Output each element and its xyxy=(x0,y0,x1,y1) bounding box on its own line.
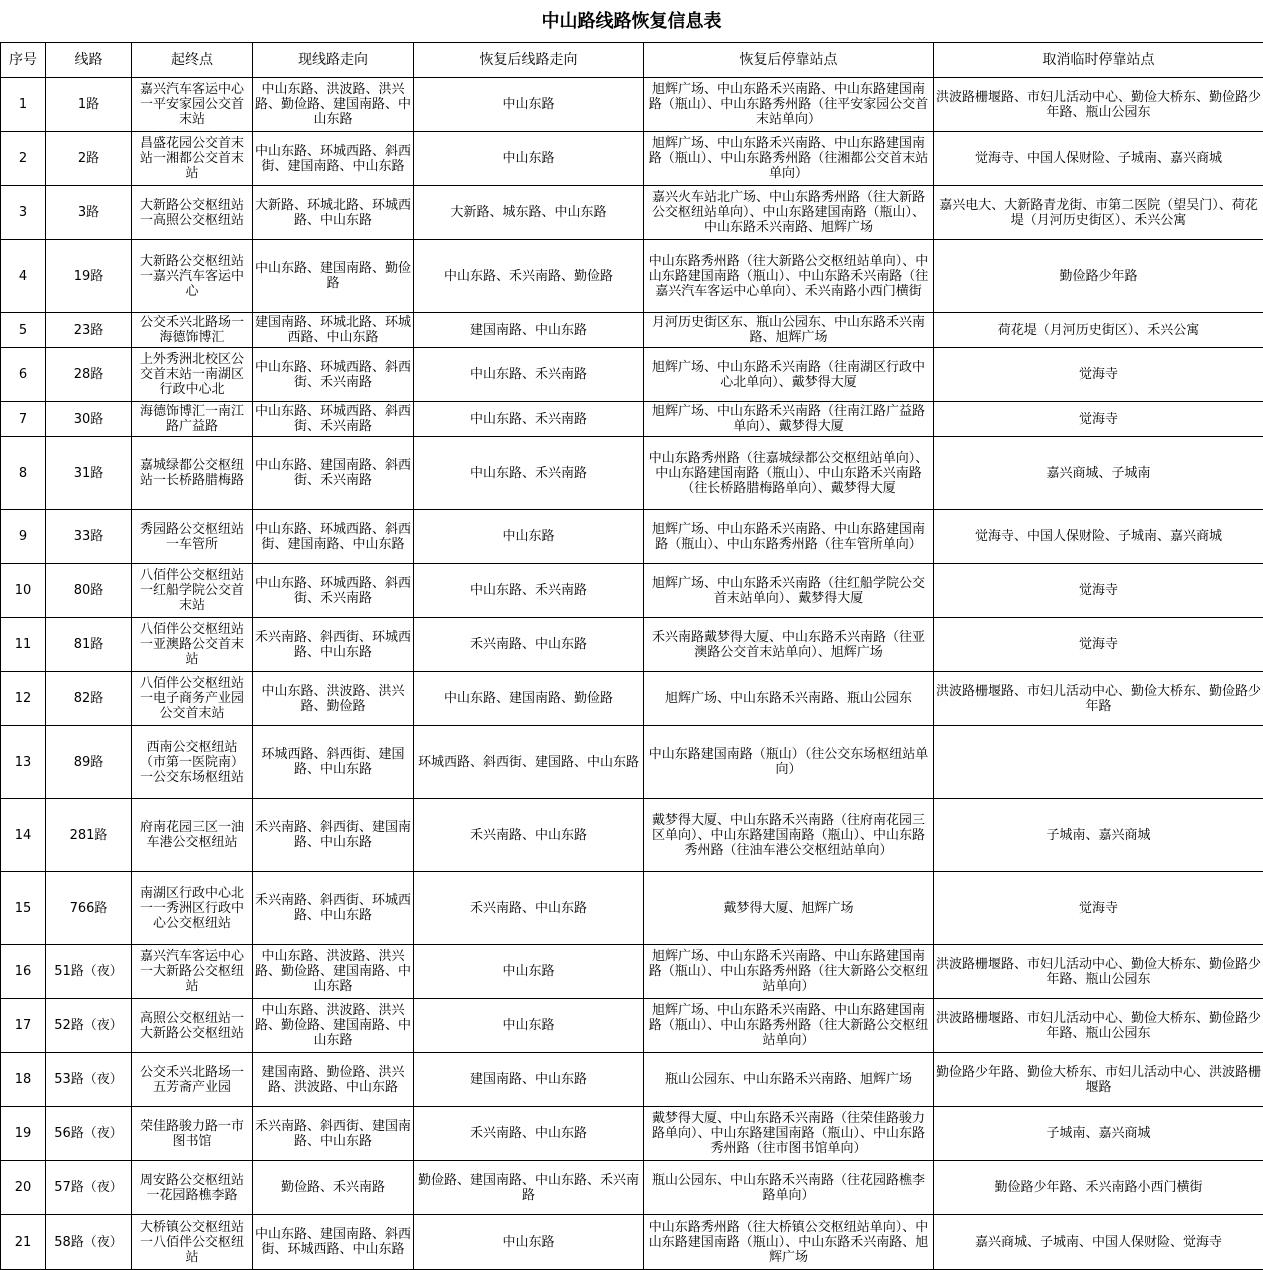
cell-index: 21 xyxy=(1,1215,46,1270)
cell-restored-stops: 旭辉广场、中山东路禾兴南路、中山东路建国南路（瓶山）、中山东路秀州路（往湘都公交首末站单向） xyxy=(644,132,934,186)
cell-route: 58路（夜） xyxy=(46,1215,132,1270)
cell-terminals: 嘉兴汽车客运中心一大新路公交枢纽站 xyxy=(132,945,253,999)
cell-restored-stops: 戴梦得大厦、中山东路禾兴南路（往府南花园三区单向）、中山东路建国南路（瓶山）、中山东路秀州路（往油车港公交枢纽站单向） xyxy=(644,799,934,872)
table-row xyxy=(1,672,1263,726)
header-cell-cancelled-stops: 取消临时停靠站点 xyxy=(934,43,1263,78)
cell-terminals: 公交禾兴北路场一五芳斋产业园 xyxy=(132,1053,253,1107)
cell-index: 6 xyxy=(1,348,46,402)
cell-current-direction: 禾兴南路、斜西街、环城西路、中山东路 xyxy=(253,872,414,945)
cell-restored-direction: 中山东路、禾兴南路、勤俭路 xyxy=(414,240,644,313)
cell-index: 14 xyxy=(1,799,46,872)
cell-current-direction: 中山东路、环城西路、斜西街、禾兴南路 xyxy=(253,564,414,618)
cell-current-direction: 禾兴南路、斜西街、建国南路、中山东路 xyxy=(253,799,414,872)
cell-current-direction: 中山东路、建国南路、斜西街、禾兴南路 xyxy=(253,437,414,510)
cell-cancelled-stops: 荷花堤（月河历史街区）、禾兴公寓 xyxy=(934,313,1263,348)
cell-terminals: 府南花园三区一油车港公交枢纽站 xyxy=(132,799,253,872)
cell-route: 19路 xyxy=(46,240,132,313)
cell-restored-direction: 勤俭路、建国南路、中山东路、禾兴南路 xyxy=(414,1161,644,1215)
cell-current-direction: 建国南路、环城北路、环城西路、中山东路 xyxy=(253,313,414,348)
table-row xyxy=(1,240,1263,313)
cell-index: 2 xyxy=(1,132,46,186)
cell-cancelled-stops: 洪波路栅堰路、市妇儿活动中心、勤俭大桥东、勤俭路少年路 xyxy=(934,672,1263,726)
cell-index: 11 xyxy=(1,618,46,672)
cell-route: 1路 xyxy=(46,78,132,132)
cell-cancelled-stops: 洪波路栅堰路、市妇儿活动中心、勤俭大桥东、勤俭路少年路、瓶山公园东 xyxy=(934,945,1263,999)
cell-restored-direction: 建国南路、中山东路 xyxy=(414,313,644,348)
cell-index: 1 xyxy=(1,78,46,132)
cell-route: 89路 xyxy=(46,726,132,799)
cell-restored-direction: 中山东路、禾兴南路 xyxy=(414,437,644,510)
cell-terminals: 嘉兴汽车客运中心一平安家园公交首末站 xyxy=(132,78,253,132)
cell-current-direction: 中山东路、环城西路、斜西街、建国南路、中山东路 xyxy=(253,510,414,564)
cell-restored-stops: 旭辉广场、中山东路禾兴南路、中山东路建国南路（瓶山）、中山东路秀州路（往大新路公交枢纽站单向） xyxy=(644,945,934,999)
table-row xyxy=(1,1053,1263,1107)
cell-restored-stops: 中山东路秀州路（往大桥镇公交枢纽站单向）、中山东路建国南路（瓶山）、中山东路禾兴南路、旭辉广场 xyxy=(644,1215,934,1270)
header-cell-current-direction: 现线路走向 xyxy=(253,43,414,78)
table-row xyxy=(1,1107,1263,1161)
cell-terminals: 海德饰博汇一南江路广益路 xyxy=(132,402,253,437)
cell-terminals: 荣佳路骏力路一市图书馆 xyxy=(132,1107,253,1161)
cell-restored-stops: 中山东路秀州路（往嘉城绿都公交枢纽站单向）、中山东路建国南路（瓶山）、中山东路禾兴南路（往长桥路腊梅路单向）、戴梦得大厦 xyxy=(644,437,934,510)
cell-current-direction: 大新路、环城北路、环城西路、中山东路 xyxy=(253,186,414,240)
table-title: 中山路线路恢复信息表 xyxy=(0,0,1263,42)
cell-route: 81路 xyxy=(46,618,132,672)
cell-terminals: 秀园路公交枢纽站一车管所 xyxy=(132,510,253,564)
cell-route: 28路 xyxy=(46,348,132,402)
cell-current-direction: 中山东路、洪波路、洪兴路、勤俭路、建国南路、中山东路 xyxy=(253,78,414,132)
cell-restored-direction: 禾兴南路、中山东路 xyxy=(414,872,644,945)
cell-index: 4 xyxy=(1,240,46,313)
cell-route: 3路 xyxy=(46,186,132,240)
table-row xyxy=(1,1215,1263,1270)
table-row xyxy=(1,510,1263,564)
table-row xyxy=(1,799,1263,872)
cell-restored-direction: 中山东路 xyxy=(414,1215,644,1270)
cell-restored-direction: 中山东路 xyxy=(414,78,644,132)
cell-terminals: 高照公交枢纽站一大新路公交枢纽站 xyxy=(132,999,253,1053)
cell-terminals: 大新路公交枢纽站一嘉兴汽车客运中心 xyxy=(132,240,253,313)
cell-restored-direction: 禾兴南路、中山东路 xyxy=(414,1107,644,1161)
cell-cancelled-stops: 子城南、嘉兴商城 xyxy=(934,799,1263,872)
cell-restored-stops: 中山东路秀州路（往大新路公交枢纽站单向）、中山东路建国南路（瓶山）、中山东路禾兴南路（往嘉兴汽车客运中心单向）、禾兴南路小西门横街 xyxy=(644,240,934,313)
cell-current-direction: 中山东路、环城西路、斜西街、建国南路、中山东路 xyxy=(253,132,414,186)
cell-restored-stops: 中山东路建国南路（瓶山）（往公交东场枢纽站单向） xyxy=(644,726,934,799)
cell-terminals: 嘉城绿都公交枢纽站一长桥路腊梅路 xyxy=(132,437,253,510)
cell-restored-direction: 环城西路、斜西街、建国路、中山东路 xyxy=(414,726,644,799)
cell-cancelled-stops: 觉海寺 xyxy=(934,564,1263,618)
cell-restored-stops: 旭辉广场、中山东路禾兴南路、瓶山公园东 xyxy=(644,672,934,726)
header-cell-restored-stops: 恢复后停靠站点 xyxy=(644,43,934,78)
cell-index: 8 xyxy=(1,437,46,510)
table-row xyxy=(1,945,1263,999)
cell-current-direction: 中山东路、建国南路、勤俭路 xyxy=(253,240,414,313)
cell-terminals: 公交禾兴北路场一海德饰博汇 xyxy=(132,313,253,348)
cell-restored-direction: 禾兴南路、中山东路 xyxy=(414,799,644,872)
cell-route: 52路（夜） xyxy=(46,999,132,1053)
header-row xyxy=(1,43,1263,78)
cell-route: 23路 xyxy=(46,313,132,348)
cell-cancelled-stops: 觉海寺 xyxy=(934,402,1263,437)
cell-cancelled-stops: 觉海寺 xyxy=(934,348,1263,402)
cell-cancelled-stops: 嘉兴电大、大新路青龙街、市第二医院（望吴门）、荷花堤（月河历史街区）、禾兴公寓 xyxy=(934,186,1263,240)
cell-index: 9 xyxy=(1,510,46,564)
cell-current-direction: 中山东路、洪波路、洪兴路、勤俭路、建国南路、中山东路 xyxy=(253,945,414,999)
cell-restored-stops: 戴梦得大厦、旭辉广场 xyxy=(644,872,934,945)
cell-restored-stops: 旭辉广场、中山东路禾兴南路、中山东路建国南路（瓶山）、中山东路秀州路（往车管所单向） xyxy=(644,510,934,564)
table-row xyxy=(1,1161,1263,1215)
cell-restored-stops: 旭辉广场、中山东路禾兴南路、中山东路建国南路（瓶山）、中山东路秀州路（往大新路公交枢纽站单向） xyxy=(644,999,934,1053)
table-row xyxy=(1,78,1263,132)
table-row xyxy=(1,348,1263,402)
cell-restored-stops: 戴梦得大厦、中山东路禾兴南路（往荣佳路骏力路单向）、中山东路建国南路（瓶山）、中山东路秀州路（往市图书馆单向） xyxy=(644,1107,934,1161)
cell-index: 7 xyxy=(1,402,46,437)
cell-cancelled-stops: 勤俭路少年路、勤俭大桥东、市妇儿活动中心、洪波路栅堰路 xyxy=(934,1053,1263,1107)
cell-current-direction: 禾兴南路、斜西街、环城西路、中山东路 xyxy=(253,618,414,672)
cell-route: 31路 xyxy=(46,437,132,510)
table-row xyxy=(1,872,1263,945)
cell-restored-stops: 禾兴南路戴梦得大厦、中山东路禾兴南路（往亚澳路公交首末站单向）、旭辉广场 xyxy=(644,618,934,672)
cell-restored-direction: 中山东路 xyxy=(414,132,644,186)
cell-route: 2路 xyxy=(46,132,132,186)
cell-cancelled-stops: 勤俭路少年路、禾兴南路小西门横街 xyxy=(934,1161,1263,1215)
cell-current-direction: 中山东路、洪波路、洪兴路、勤俭路、建国南路、中山东路 xyxy=(253,999,414,1053)
table-row xyxy=(1,402,1263,437)
table-row xyxy=(1,726,1263,799)
cell-route: 80路 xyxy=(46,564,132,618)
cell-route: 30路 xyxy=(46,402,132,437)
cell-restored-stops: 旭辉广场、中山东路禾兴南路（往南江路广益路单向）、戴梦得大厦 xyxy=(644,402,934,437)
cell-index: 13 xyxy=(1,726,46,799)
cell-cancelled-stops: 勤俭路少年路 xyxy=(934,240,1263,313)
cell-current-direction: 中山东路、环城西路、斜西街、禾兴南路 xyxy=(253,348,414,402)
cell-current-direction: 中山东路、洪波路、洪兴路、勤俭路 xyxy=(253,672,414,726)
cell-current-direction: 勤俭路、禾兴南路 xyxy=(253,1161,414,1215)
cell-current-direction: 建国南路、勤俭路、洪兴路、洪波路、中山东路 xyxy=(253,1053,414,1107)
cell-current-direction: 中山东路、环城西路、斜西街、禾兴南路 xyxy=(253,402,414,437)
cell-cancelled-stops: 子城南、嘉兴商城 xyxy=(934,1107,1263,1161)
cell-route: 51路（夜） xyxy=(46,945,132,999)
cell-index: 15 xyxy=(1,872,46,945)
cell-cancelled-stops: 觉海寺、中国人保财险、子城南、嘉兴商城 xyxy=(934,132,1263,186)
cell-cancelled-stops: 洪波路栅堰路、市妇儿活动中心、勤俭大桥东、勤俭路少年路、瓶山公园东 xyxy=(934,999,1263,1053)
cell-terminals: 周安路公交枢纽站一花园路樵李路 xyxy=(132,1161,253,1215)
cell-cancelled-stops: 洪波路栅堰路、市妇儿活动中心、勤俭大桥东、勤俭路少年路、瓶山公园东 xyxy=(934,78,1263,132)
cell-terminals: 上外秀洲北校区公交首末站一南湖区行政中心北 xyxy=(132,348,253,402)
cell-cancelled-stops: 觉海寺 xyxy=(934,618,1263,672)
cell-restored-direction: 禾兴南路、中山东路 xyxy=(414,618,644,672)
cell-index: 16 xyxy=(1,945,46,999)
table-row xyxy=(1,313,1263,348)
cell-restored-direction: 中山东路 xyxy=(414,999,644,1053)
cell-restored-stops: 旭辉广场、中山东路禾兴南路（往红船学院公交首末站单向）、戴梦得大厦 xyxy=(644,564,934,618)
cell-route: 57路（夜） xyxy=(46,1161,132,1215)
cell-restored-direction: 大新路、城东路、中山东路 xyxy=(414,186,644,240)
cell-cancelled-stops xyxy=(934,726,1263,799)
cell-terminals: 大桥镇公交枢纽站一八佰伴公交枢纽站 xyxy=(132,1215,253,1270)
cell-route: 56路（夜） xyxy=(46,1107,132,1161)
cell-route: 82路 xyxy=(46,672,132,726)
table-row xyxy=(1,132,1263,186)
route-table xyxy=(0,42,1263,1270)
cell-restored-stops: 瓶山公园东、中山东路禾兴南路、旭辉广场 xyxy=(644,1053,934,1107)
header-cell-restored-direction: 恢复后线路走向 xyxy=(414,43,644,78)
cell-restored-stops: 旭辉广场、中山东路禾兴南路、中山东路建国南路（瓶山）、中山东路秀州路（往平安家园公交首末站单向） xyxy=(644,78,934,132)
cell-current-direction: 环城西路、斜西街、建国路、中山东路 xyxy=(253,726,414,799)
table-row xyxy=(1,618,1263,672)
cell-route: 766路 xyxy=(46,872,132,945)
cell-terminals: 昌盛花园公交首末站一湘都公交首末站 xyxy=(132,132,253,186)
cell-cancelled-stops: 觉海寺 xyxy=(934,872,1263,945)
cell-index: 12 xyxy=(1,672,46,726)
cell-restored-direction: 中山东路、禾兴南路 xyxy=(414,564,644,618)
cell-index: 17 xyxy=(1,999,46,1053)
header-cell-index: 序号 xyxy=(1,43,46,78)
cell-terminals: 八佰伴公交枢纽站一亚澳路公交首末站 xyxy=(132,618,253,672)
cell-cancelled-stops: 觉海寺、中国人保财险、子城南、嘉兴商城 xyxy=(934,510,1263,564)
cell-index: 10 xyxy=(1,564,46,618)
cell-restored-stops: 月河历史街区东、瓶山公园东、中山东路禾兴南路、旭辉广场 xyxy=(644,313,934,348)
cell-restored-direction: 中山东路、建国南路、勤俭路 xyxy=(414,672,644,726)
cell-route: 53路（夜） xyxy=(46,1053,132,1107)
header-cell-terminals: 起终点 xyxy=(132,43,253,78)
cell-current-direction: 禾兴南路、斜西街、建国南路、中山东路 xyxy=(253,1107,414,1161)
cell-index: 19 xyxy=(1,1107,46,1161)
cell-restored-direction: 中山东路 xyxy=(414,510,644,564)
cell-terminals: 西南公交枢纽站（市第一医院南）一公交东场枢纽站 xyxy=(132,726,253,799)
cell-restored-direction: 中山东路、禾兴南路 xyxy=(414,402,644,437)
cell-terminals: 八佰伴公交枢纽站一电子商务产业园公交首末站 xyxy=(132,672,253,726)
cell-terminals: 南湖区行政中心北一一秀洲区行政中心公交枢纽站 xyxy=(132,872,253,945)
cell-terminals: 大新路公交枢纽站一高照公交枢纽站 xyxy=(132,186,253,240)
table-row xyxy=(1,186,1263,240)
cell-restored-direction: 中山东路、禾兴南路 xyxy=(414,348,644,402)
cell-cancelled-stops: 嘉兴商城、子城南 xyxy=(934,437,1263,510)
cell-index: 5 xyxy=(1,313,46,348)
cell-restored-stops: 嘉兴火车站北广场、中山东路秀州路（往大新路公交枢纽站单向）、中山东路建国南路（瓶山）、中山东路禾兴南路、旭辉广场 xyxy=(644,186,934,240)
table-row xyxy=(1,999,1263,1053)
cell-index: 20 xyxy=(1,1161,46,1215)
table-row xyxy=(1,437,1263,510)
cell-route: 281路 xyxy=(46,799,132,872)
cell-terminals: 八佰伴公交枢纽站一红船学院公交首末站 xyxy=(132,564,253,618)
cell-cancelled-stops: 嘉兴商城、子城南、中国人保财险、觉海寺 xyxy=(934,1215,1263,1270)
table-row xyxy=(1,564,1263,618)
cell-index: 18 xyxy=(1,1053,46,1107)
cell-restored-direction: 建国南路、中山东路 xyxy=(414,1053,644,1107)
cell-restored-stops: 瓶山公园东、中山东路禾兴南路（往花园路樵李路单向） xyxy=(644,1161,934,1215)
cell-restored-stops: 旭辉广场、中山东路禾兴南路（往南湖区行政中心北单向）、戴梦得大厦 xyxy=(644,348,934,402)
cell-restored-direction: 中山东路 xyxy=(414,945,644,999)
cell-route: 33路 xyxy=(46,510,132,564)
cell-current-direction: 中山东路、建国南路、斜西街、环城西路、中山东路 xyxy=(253,1215,414,1270)
cell-index: 3 xyxy=(1,186,46,240)
header-cell-route: 线路 xyxy=(46,43,132,78)
